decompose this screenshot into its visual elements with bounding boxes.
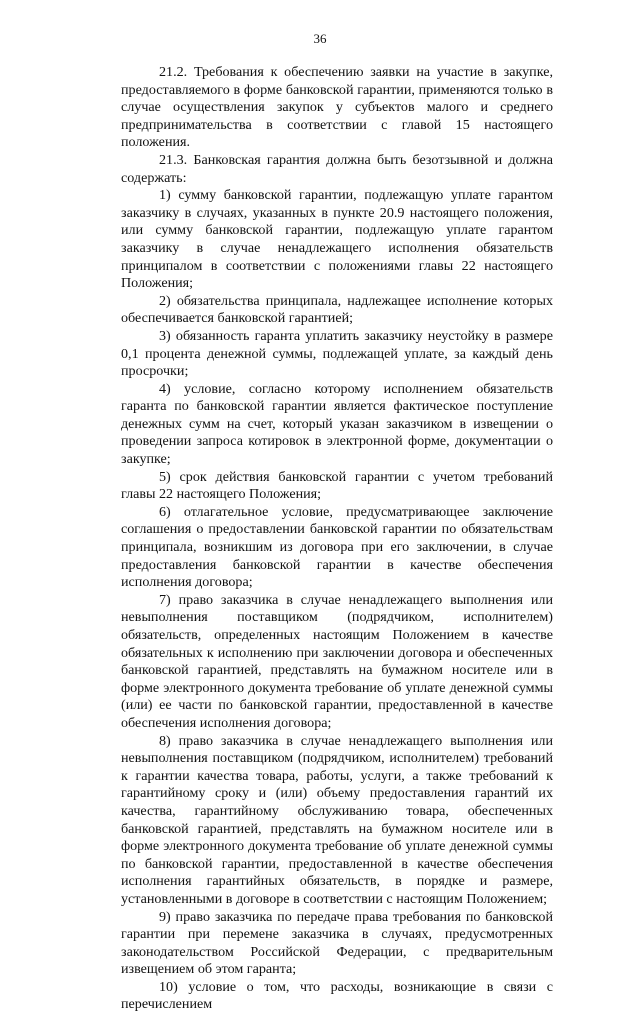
list-item-5: 5) срок действия банковской гарантии с учетом требований главы 22 настоящего Положения;	[121, 468, 553, 503]
list-item-10: 10) условие о том, что расходы, возникающие в связи с перечислением	[121, 978, 553, 1013]
paragraph-21-2: 21.2. Требования к обеспечению заявки на участие в закупке, предоставляемого в форме банковской гарантии, применяются только в случае осуществления закупок у субъектов малого и среднего предпринимательства в соответствии с главой 15 настоящего положения.	[121, 64, 553, 151]
list-item-3: 3) обязанность гаранта уплатить заказчику неустойку в размере 0,1 процента денежной суммы, подлежащей уплате, за каждый день просрочки;	[121, 327, 553, 380]
list-item-4: 4) условие, согласно которому исполнением обязательств гаранта по банковской гарантии является фактическое поступление денежных сумм на счет, который указан заказчиком в извещении о проведении запроса котировок в электронной форме, документации о закупке;	[121, 380, 553, 468]
list-item-7: 7) право заказчика в случае ненадлежащего выполнения или невыполнения поставщиком (подрядчиком, исполнителем) обязательств, определенных настоящим Положением в качестве обязательных к исполнению при заключении договора и обеспеченных банковской гарантией, представлять на бумажном носителе или в форме электронного документа требование об уплате денежной суммы (или) ее части по банковской гарантии, предоставленной в качестве обеспечения исполнения договора;	[121, 591, 553, 731]
list-item-6: 6) отлагательное условие, предусматривающее заключение соглашения о предоставлении банковской гарантии по обязательствам принципала, возникшим из договора при его заключении, в случае предоставления банковской гарантии в качестве обеспечения исполнения договора;	[121, 503, 553, 591]
page-number: 36	[313, 31, 327, 46]
list-item-1: 1) сумму банковской гарантии, подлежащую уплате гарантом заказчику в случаях, указанных в пункте 20.9 настоящего положения, или сумму банковской гарантии, подлежащую уплате гарантом заказчику в случае ненадлежащего исполнения обязательств принципалом в соответствии с положениями главы 22 настоящего Положения;	[121, 187, 553, 292]
list-item-2: 2) обязательства принципала, надлежащее исполнение которых обеспечивается банковской гарантией;	[121, 292, 553, 327]
list-item-8: 8) право заказчика в случае ненадлежащего выполнения или невыполнения поставщиком (подрядчиком, исполнителем) требований к гарантии качества товара, работы, услуги, а также требований к гарантийному сроку и (или) объему предоставления гарантий их качества, гарантийному обслуживанию товара, обеспеченных банковской гарантией, представлять на бумажном носителе или в форме электронного документа требование об уплате денежной суммы по банковской гарантии, предоставленной в качестве обеспечения исполнения гарантийных обязательств, в порядке и размере, установленными в договоре в соответствии с настоящим Положением;	[121, 732, 553, 907]
paragraph-21-3: 21.3. Банковская гарантия должна быть безотзывной и должна содержать:	[121, 151, 553, 186]
document-body	[121, 64, 553, 1014]
list-item-9: 9) право заказчика по передаче права требования по банковской гарантии при перемене заказчика в случаях, предусмотренных законодательством Российской Федерации, с предварительным извещением об этом гаранта;	[121, 908, 553, 978]
